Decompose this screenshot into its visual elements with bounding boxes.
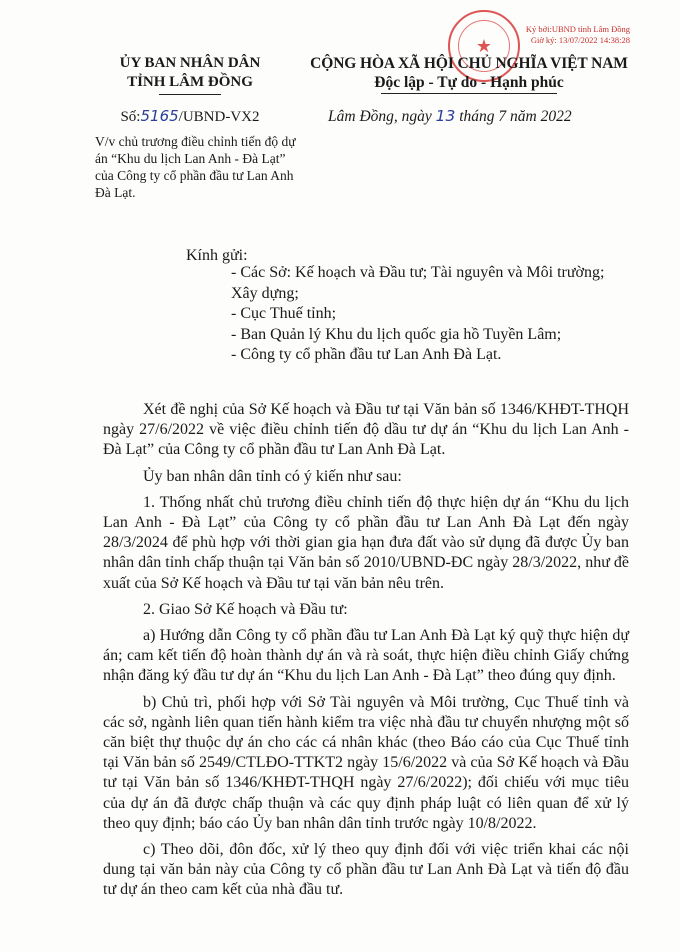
doc-number-prefix: Số: (120, 109, 141, 125)
national-motto: Độc lập - Tự do - Hạnh phúc (374, 74, 564, 91)
doc-number-handwritten: 5165 (140, 107, 179, 125)
subject-line: V/v chủ trương điều chỉnh tiến độ dự án “Khu du lịch Lan Anh - Đà Lạt” của Công ty cổ phần đầu tư Lan Anh Đà Lạt. (95, 134, 296, 200)
date-rest: tháng 7 năm 2022 (459, 108, 572, 125)
province-name: TỈNH LÂM ĐỒNG (127, 74, 253, 90)
recipient-item: - Cục Thuế tỉnh; (231, 305, 337, 322)
body-paragraph: 2. Giao Sở Kế hoạch và Đầu tư: (143, 600, 348, 618)
agency-name: ỦY BAN NHÂN DÂN (119, 55, 261, 71)
recipient-item: Xây dựng; (231, 284, 299, 302)
body-paragraph: Xét đề nghị của Sở Kế hoạch và Đầu tư tại Văn bản số 1346/KHĐT-THQH ngày 27/6/2022 về việc điều chỉnh tiến độ dầu tư dự án “Khu du lịch Lan Anh - Đà Lạt” của Công ty cổ phần đầu tư Lan Anh Đà Lạt. (103, 401, 629, 459)
recipient-item: - Các Sở: Kế hoạch và Đầu tư; Tài nguyên và Môi trường; (231, 264, 605, 281)
recipient-item: - Công ty cổ phần đầu tư Lan Anh Đà Lạt. (231, 346, 502, 363)
doc-number-suffix: /UBND-VX2 (178, 109, 260, 125)
document-number (100, 107, 280, 126)
star-icon: ★ (475, 36, 493, 56)
date-line (328, 107, 572, 126)
body-paragraph: 1. Thống nhất chủ trương điều chỉnh tiến độ thực hiện dự án “Khu du lịch Lan Anh - Đà Lạt” của Công ty cổ phần đầu tư Lan Anh Đà Lạt đến ngày 28/3/2024 để phù hợp với thời gian gia hạn đưa đất vào sử dụng đã được Ủy ban nhân dân tỉnh chấp thuận tại Văn bản số 2010/UBND-ĐC ngày 28/3/2022, như đề xuất của Sở Kế hoạch và Đầu tư tại văn bản nêu trên. (103, 493, 629, 592)
signature-info (526, 24, 630, 46)
body-paragraph: a) Hướng dẫn Công ty cổ phần đầu tư Lan Anh Đà Lạt ký quỹ thực hiện dự án; cam kết tiến độ hoàn thành dự án và rà soát, thực hiện điều chỉnh Giấy chứng nhận đăng ký đầu tư dự án “Khu du lịch Lan Anh - Đà Lạt” theo đúng quy định. (103, 627, 629, 685)
greeting: Kính gửi: (186, 247, 248, 264)
nation-name: CỘNG HÒA XÃ HỘI CHỦ NGHĨA VIỆT NAM (310, 55, 628, 72)
national-header (300, 54, 638, 94)
body-paragraph: Ủy ban nhân dân tỉnh có ý kiến như sau: (143, 467, 402, 485)
recipient-list (231, 263, 604, 366)
date-place: Lâm Đồng, ngày (328, 108, 432, 125)
signature-signer: Ký bởi:UBND tỉnh Lâm Đồng (525, 24, 630, 34)
date-day-handwritten: 13 (435, 107, 456, 125)
motto-divider (381, 93, 557, 94)
document-body (103, 400, 629, 907)
signature-time: Giờ ký: 13/07/2022 14:38:28 (530, 35, 630, 45)
body-paragraph: b) Chủ trì, phối hợp với Sở Tài nguyên và Môi trường, Cục Thuế tỉnh và các sở, ngành liên quan tiến hành kiểm tra việc nhà đầu tư chuyển nhượng một số căn biệt thự thuộc dự án cho các cá nhân khác (theo Báo cáo của Cục Thuế tỉnh tại Văn bản số 2549/CTLĐO-TTKT2 ngày 15/6/2022 và của Sở Kế hoạch và Đầu tư tại Văn bản số 1346/KHĐT-THQH ngày 27/6/2022); đối chiếu với mục tiêu của dự án đã được chấp thuận và các quy định pháp luật có liên quan để xử lý theo quy định; báo cáo Ủy ban nhân dân tỉnh trước ngày 10/8/2022. (103, 693, 629, 832)
body-paragraph: c) Theo dõi, đôn đốc, xử lý theo quy định đối với việc triển khai các nội dung tại văn bản này của Công ty cổ phần đầu tư Lan Anh Đà Lạt và tiến độ đầu tư dự án theo cam kết của nhà đầu tư. (103, 841, 629, 899)
recipient-item: - Ban Quản lý Khu du lịch quốc gia hồ Tuyền Lâm; (231, 325, 562, 343)
header-divider (159, 94, 221, 95)
agency-header (100, 54, 280, 95)
